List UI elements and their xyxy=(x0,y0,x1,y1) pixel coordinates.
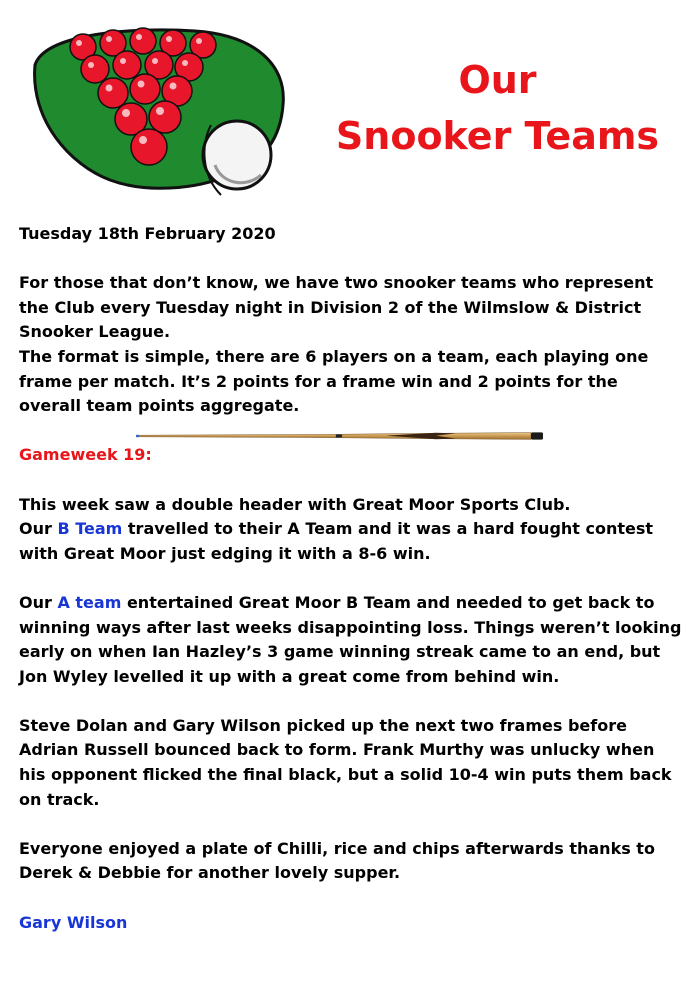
page-header xyxy=(0,0,700,215)
article-author: Gary Wilson xyxy=(19,912,128,932)
b-team-highlight: B Team xyxy=(57,519,123,539)
title-line-1: Our xyxy=(458,58,537,102)
snooker-balls-icon xyxy=(25,25,297,205)
a-team-prefix: Our xyxy=(19,592,58,612)
article-body xyxy=(19,222,684,935)
page-title xyxy=(300,52,695,164)
b-team-prefix: Our xyxy=(19,519,58,539)
title-line-2: Snooker Teams xyxy=(335,114,660,158)
b-team-paragraph xyxy=(19,517,684,566)
frames-paragraph: Steve Dolan and Gary Wilson picked up the next two frames before Adrian Russell bounced back to form. Frank Murthy was unlucky when his opponent flicked the final black, but a solid 10-4 win puts them back on track. xyxy=(19,715,672,809)
a-team-paragraph xyxy=(19,591,684,689)
b-team-text: travelled to their A Team and it was a hard fought contest with Great Moor just edging it with a 8-6 win. xyxy=(19,519,654,563)
intro-paragraph-1: For those that don’t know, we have two snooker teams who represent the Club every Tuesday night in Division 2 of the Wilmslow & District Snooker League. xyxy=(19,273,654,342)
snooker-cue-icon xyxy=(136,431,544,441)
intro-paragraph-2: The format is simple, there are 6 players on a team, each playing one frame per match. It’s 2 points for a frame win and 2 points for the overall team points aggregate. xyxy=(19,346,649,416)
supper-paragraph: Everyone enjoyed a plate of Chilli, rice and chips afterwards thanks to Derek & Debbie for another lovely supper. xyxy=(19,838,655,883)
week-summary: This week saw a double header with Great Moor Sports Club. xyxy=(19,494,571,514)
gameweek-heading: Gameweek 19: xyxy=(19,445,152,465)
a-team-highlight: A team xyxy=(57,592,122,612)
a-team-text: entertained Great Moor B Team and needed to get back to winning ways after last weeks disappointing loss. Things weren’t looking early on when Ian Hazley’s 3 game winning streak came to an end, but Jon Wyley levelled it up with a great come from behind win. xyxy=(19,592,682,686)
article-date: Tuesday 18th February 2020 xyxy=(19,224,276,243)
